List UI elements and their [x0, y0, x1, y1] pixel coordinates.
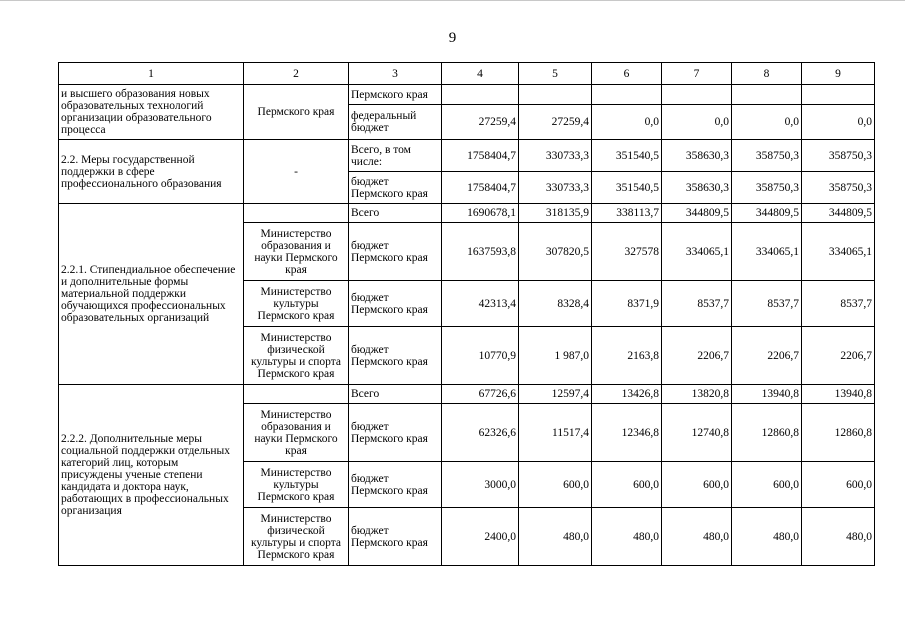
col-header: 5 [519, 63, 592, 85]
measure-name: и высшего образования новых образовательных технологий организации образовательного процесса [59, 85, 244, 140]
col-header: 3 [349, 63, 442, 85]
value-cell: 1 987,0 [519, 327, 592, 385]
value-cell: 0,0 [592, 105, 662, 140]
executor: Министерство культуры Пермского края [244, 462, 349, 508]
value-cell: 0,0 [662, 105, 732, 140]
value-cell: 480,0 [592, 508, 662, 566]
funding-source: бюджет Пермского края [349, 508, 442, 566]
value-cell: 307820,5 [519, 223, 592, 281]
value-cell: 358750,3 [802, 140, 875, 172]
measure-name: 2.2. Меры государственной поддержки в сфере профессионального образования [59, 140, 244, 204]
funding-source: бюджет Пермского края [349, 281, 442, 327]
value-cell: 13426,8 [592, 385, 662, 404]
value-cell: 480,0 [802, 508, 875, 566]
value-cell: 600,0 [802, 462, 875, 508]
value-cell: 1637593,8 [442, 223, 519, 281]
table-row [59, 385, 875, 404]
value-cell: 1758404,7 [442, 140, 519, 172]
funding-source: Всего [349, 204, 442, 223]
value-cell: 12860,8 [732, 404, 802, 462]
value-cell: 600,0 [519, 462, 592, 508]
page-top-edge [0, 0, 905, 1]
value-cell: 344809,5 [732, 204, 802, 223]
value-cell: 1690678,1 [442, 204, 519, 223]
value-cell: 327578 [592, 223, 662, 281]
table-row [59, 204, 875, 223]
value-cell: 480,0 [662, 508, 732, 566]
value-cell: 358750,3 [732, 140, 802, 172]
executor: Министерство физической культуры и спорта Пермского края [244, 327, 349, 385]
value-cell: 334065,1 [732, 223, 802, 281]
value-cell: 12860,8 [802, 404, 875, 462]
value-cell: 330733,3 [519, 172, 592, 204]
value-cell: 12597,4 [519, 385, 592, 404]
value-cell: 358630,3 [662, 140, 732, 172]
value-cell: 62326,6 [442, 404, 519, 462]
col-header: 6 [592, 63, 662, 85]
executor: - [244, 140, 349, 204]
funding-source: Всего [349, 385, 442, 404]
value-cell: 8537,7 [662, 281, 732, 327]
value-cell: 318135,9 [519, 204, 592, 223]
col-header: 8 [732, 63, 802, 85]
value-cell: 358750,3 [732, 172, 802, 204]
funding-source: бюджет Пермского края [349, 172, 442, 204]
value-cell: 8537,7 [732, 281, 802, 327]
value-cell: 351540,5 [592, 140, 662, 172]
value-cell: 2163,8 [592, 327, 662, 385]
funding-source: Пермского края [349, 85, 442, 105]
value-cell: 358750,3 [802, 172, 875, 204]
value-cell: 334065,1 [802, 223, 875, 281]
value-cell: 334065,1 [662, 223, 732, 281]
value-cell: 480,0 [732, 508, 802, 566]
value-cell: 13820,8 [662, 385, 732, 404]
value-cell: 2206,7 [802, 327, 875, 385]
table-row [59, 85, 875, 105]
funding-source: бюджет Пермского края [349, 462, 442, 508]
value-cell: 480,0 [519, 508, 592, 566]
col-header: 9 [802, 63, 875, 85]
value-cell: 600,0 [732, 462, 802, 508]
col-header: 4 [442, 63, 519, 85]
value-cell: 2206,7 [732, 327, 802, 385]
value-cell: 8371,9 [592, 281, 662, 327]
value-cell: 351540,5 [592, 172, 662, 204]
value-cell: 67726,6 [442, 385, 519, 404]
value-cell: 10770,9 [442, 327, 519, 385]
funding-source: федеральный бюджет [349, 105, 442, 140]
value-cell: 0,0 [732, 105, 802, 140]
funding-source: бюджет Пермского края [349, 327, 442, 385]
executor: Пермского края [244, 85, 349, 140]
value-cell: 600,0 [662, 462, 732, 508]
value-cell: 0,0 [802, 105, 875, 140]
value-cell: 13940,8 [802, 385, 875, 404]
value-cell: 3000,0 [442, 462, 519, 508]
value-cell: 8328,4 [519, 281, 592, 327]
value-cell: 330733,3 [519, 140, 592, 172]
col-header: 7 [662, 63, 732, 85]
value-cell: 8537,7 [802, 281, 875, 327]
value-cell: 13940,8 [732, 385, 802, 404]
page-number: 9 [448, 30, 457, 46]
funding-source: Всего, в том числе: [349, 140, 442, 172]
col-header: 1 [59, 63, 244, 85]
value-cell: 358630,3 [662, 172, 732, 204]
value-cell: 27259,4 [442, 105, 519, 140]
value-cell: 12346,8 [592, 404, 662, 462]
funding-source: бюджет Пермского края [349, 223, 442, 281]
value-cell: 344809,5 [662, 204, 732, 223]
value-cell: 27259,4 [519, 105, 592, 140]
measure-name: 2.2.1. Стипендиальное обеспечение и дополнительные формы материальной поддержки обучающихся профессиональных образовательных организаций [59, 204, 244, 385]
executor: Министерство образования и науки Пермского края [244, 223, 349, 281]
executor: Министерство образования и науки Пермского края [244, 404, 349, 462]
measure-name: 2.2.2. Дополнительные меры социальной поддержки отдельных категорий лиц, которым присуждены ученые степени кандидата и доктора наук, работающих в профессиональных организация [59, 385, 244, 566]
table-row [59, 140, 875, 172]
value-cell: 12740,8 [662, 404, 732, 462]
col-header: 2 [244, 63, 349, 85]
executor: Министерство культуры Пермского края [244, 281, 349, 327]
value-cell: 2400,0 [442, 508, 519, 566]
value-cell: 600,0 [592, 462, 662, 508]
value-cell: 344809,5 [802, 204, 875, 223]
header-row [59, 63, 875, 85]
executor: Министерство физической культуры и спорта Пермского края [244, 508, 349, 566]
value-cell: 11517,4 [519, 404, 592, 462]
value-cell: 42313,4 [442, 281, 519, 327]
value-cell: 338113,7 [592, 204, 662, 223]
budget-table [58, 62, 875, 566]
funding-source: бюджет Пермского края [349, 404, 442, 462]
value-cell: 1758404,7 [442, 172, 519, 204]
value-cell: 2206,7 [662, 327, 732, 385]
